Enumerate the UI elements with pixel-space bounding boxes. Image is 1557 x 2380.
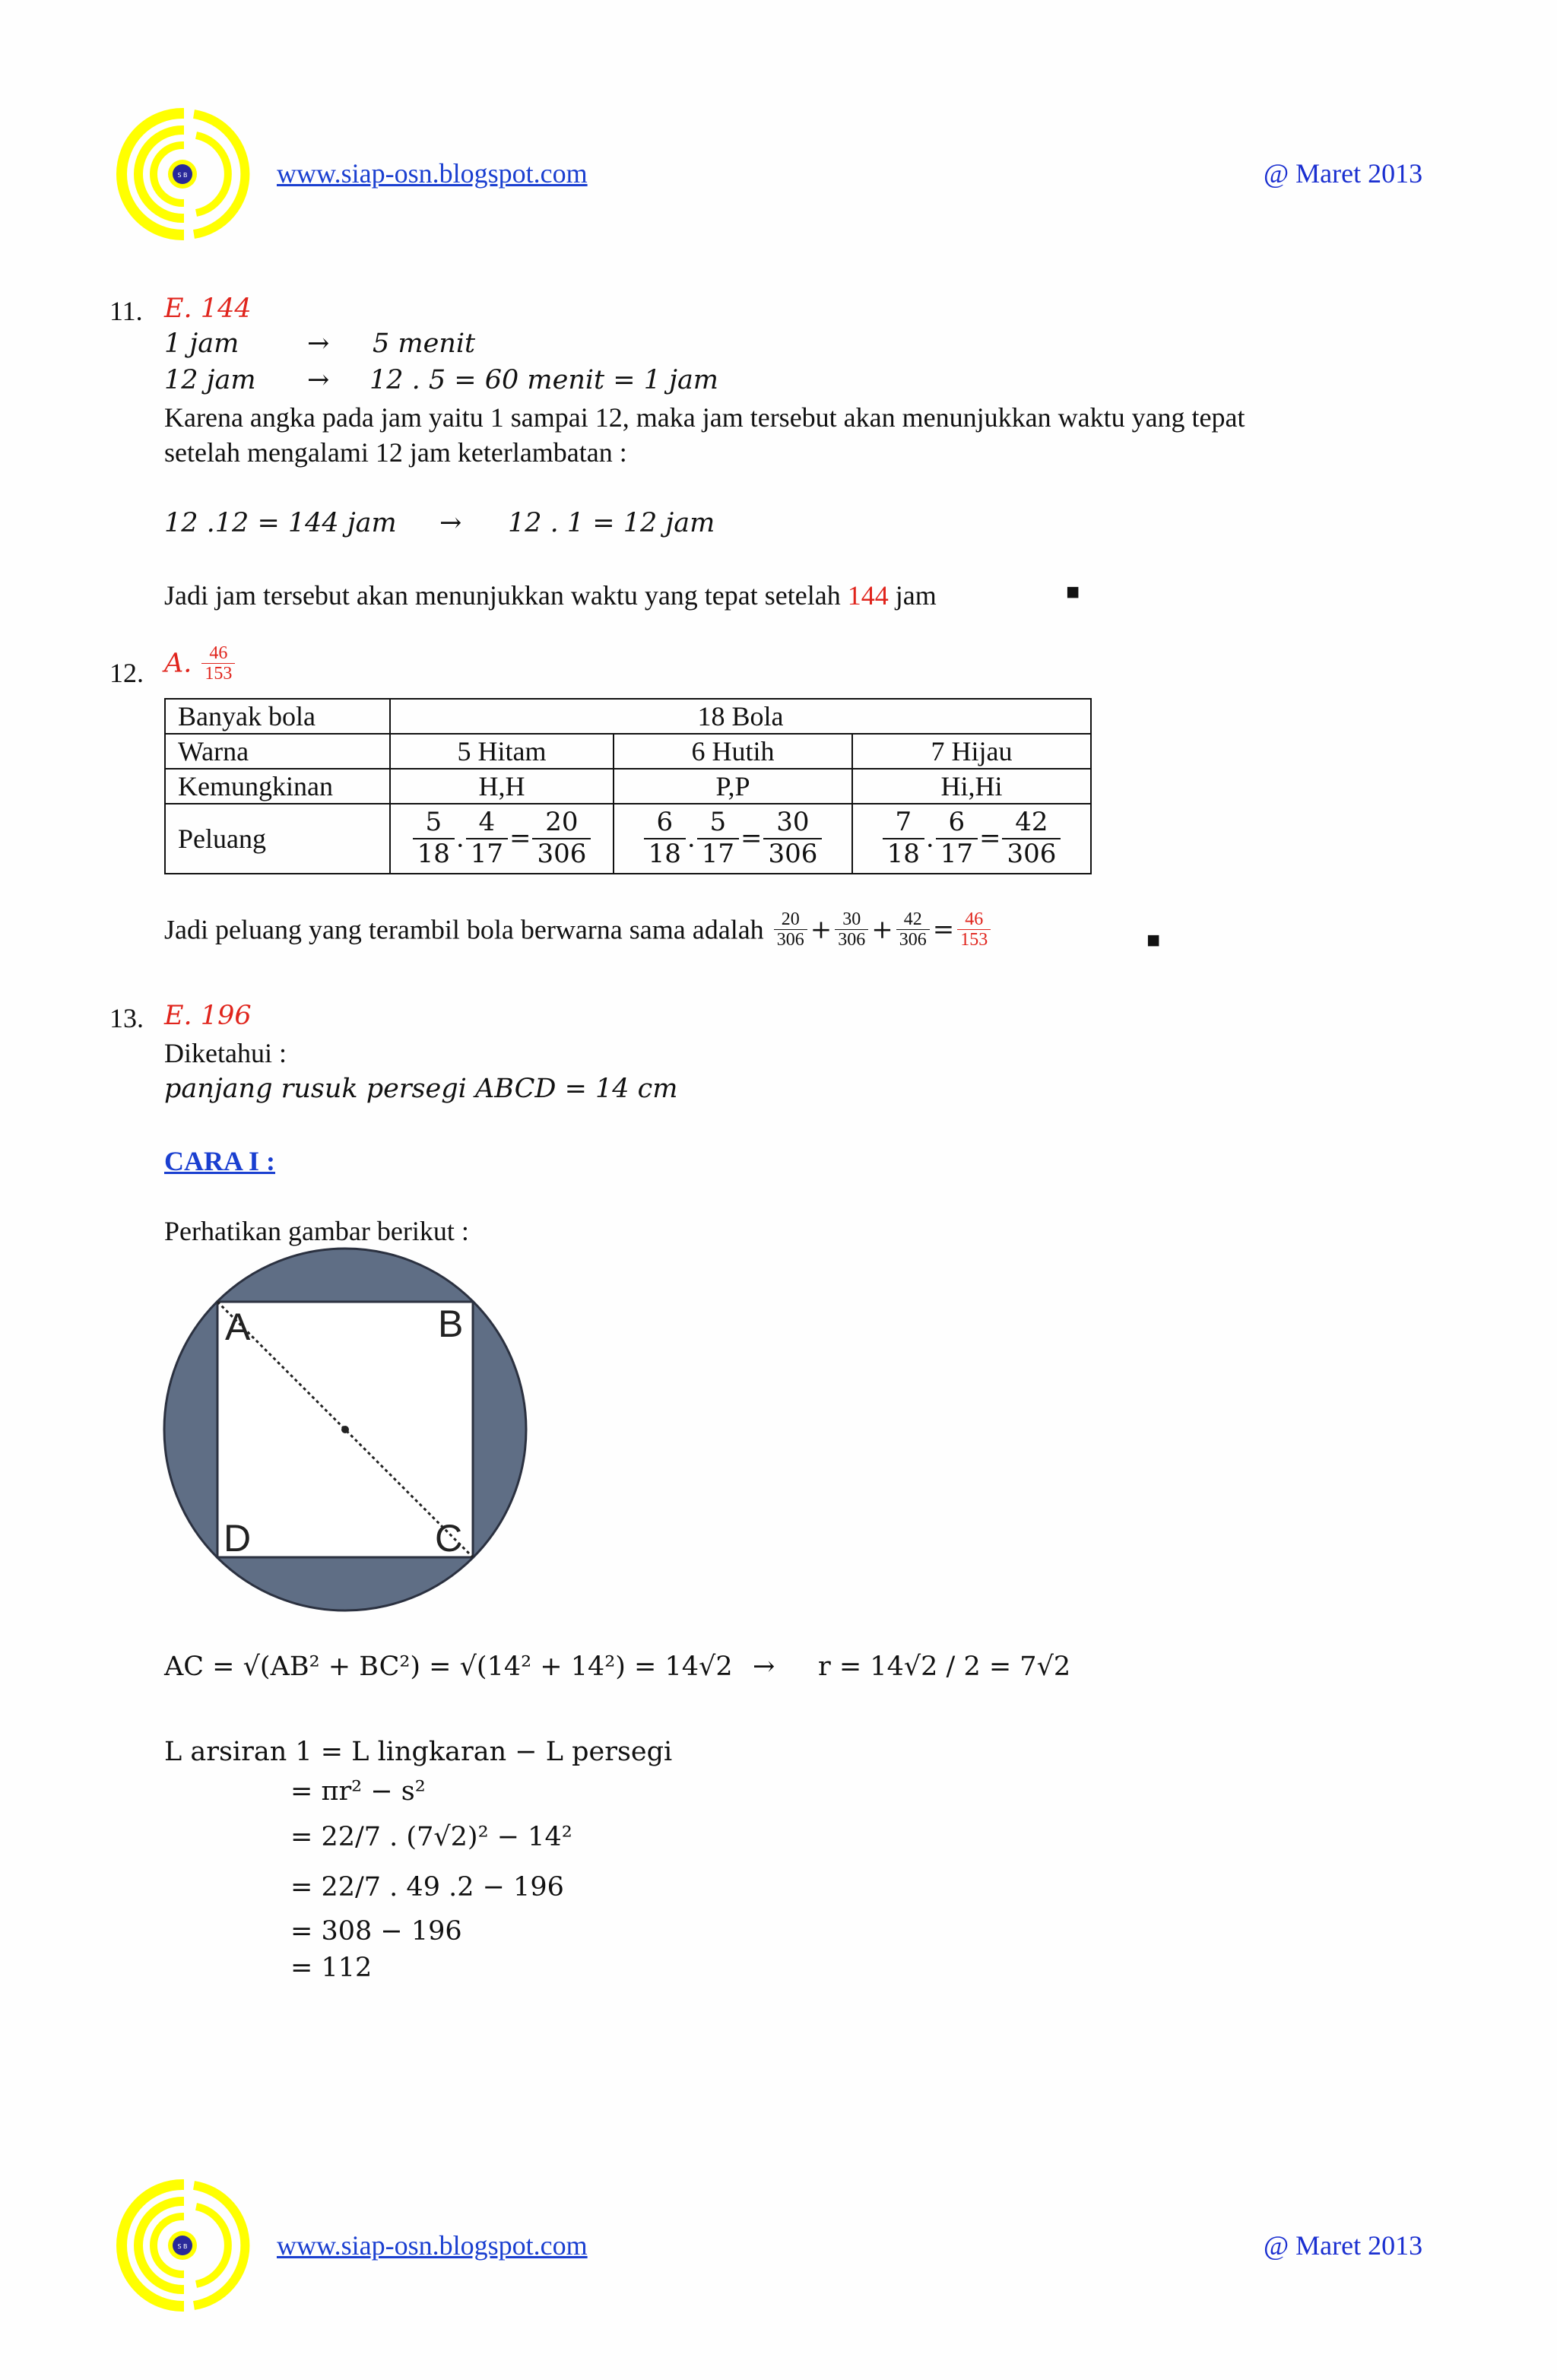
- table-cell: 5 Hitam: [390, 734, 614, 769]
- table-row: [165, 699, 1091, 734]
- q13-diketahui: Diketahui :: [164, 1038, 287, 1068]
- q11-conclusion-unit: jam: [888, 580, 937, 611]
- q11-conclusion-value: 144: [847, 580, 889, 611]
- fraction: [936, 808, 978, 869]
- table-cell: [390, 804, 614, 874]
- q11-conclusion-text: Jadi jam tersebut akan menunjukkan waktu yang tepat setelah: [164, 580, 848, 611]
- fraction-den: 306: [537, 839, 587, 869]
- fraction: [763, 808, 822, 869]
- fraction-num: 42: [896, 909, 930, 930]
- svg-text:S B: S B: [177, 2243, 188, 2250]
- fraction-den: 306: [1007, 839, 1057, 869]
- q12-answer-letter: A.: [164, 648, 192, 679]
- q13-ac-formula: [164, 1652, 733, 1682]
- operator: +: [871, 914, 893, 945]
- arrow-icon: →: [753, 1652, 775, 1682]
- q13-step-1: L arsiran 1 = L lingkaran − L persegi: [164, 1737, 673, 1767]
- q11-conclusion: [164, 579, 937, 611]
- q11-paragraph-line2: setelah mengalami 12 jam keterlambatan :: [164, 437, 627, 468]
- circle-square-diagram: [163, 1247, 528, 1612]
- table-cell-header: Warna: [165, 734, 390, 769]
- table-cell-header: Kemungkinan: [165, 769, 390, 804]
- fraction-num: 20: [774, 909, 807, 930]
- fraction: [697, 808, 739, 869]
- arrow-icon: →: [307, 365, 330, 395]
- table-row: [165, 769, 1091, 804]
- fraction: [1002, 808, 1061, 869]
- q13-r-text: r = 14√2 / 2 = 7√2: [818, 1652, 1071, 1682]
- q12-answer-fraction: [201, 643, 235, 684]
- center-point: [341, 1426, 349, 1433]
- table-cell-header: Banyak bola: [165, 699, 390, 734]
- fraction-den: 306: [838, 930, 866, 950]
- q11-calc-left: 12 .12 = 144 jam: [164, 508, 397, 538]
- fraction: [532, 808, 591, 869]
- vertex-label-a: A: [225, 1306, 251, 1348]
- operator: =: [932, 914, 955, 945]
- q13-r-formula: [818, 1652, 1070, 1682]
- vertex-label-d: D: [224, 1517, 252, 1560]
- table-cell: 7 Hijau: [852, 734, 1091, 769]
- q13-step-4: = 22/7 . 49 .2 − 196: [290, 1872, 564, 1902]
- fraction-num: 20: [532, 808, 591, 839]
- header-url-link[interactable]: www.siap-osn.blogspot.com: [277, 158, 588, 189]
- vertex-label-b: B: [438, 1303, 464, 1345]
- footer-url-link[interactable]: www.siap-osn.blogspot.com: [277, 2230, 588, 2261]
- q11-line1-right: 5 menit: [373, 328, 476, 359]
- q11-paragraph-line1: Karena angka pada jam yaitu 1 sampai 12, maka jam tersebut akan menunjukkan waktu yang tepat: [164, 402, 1245, 433]
- operator: =: [740, 823, 763, 854]
- fraction-num: 46: [957, 909, 991, 930]
- table-cell: P,P: [614, 769, 852, 804]
- table-cell: [852, 804, 1091, 874]
- fraction-den: 17: [940, 839, 973, 869]
- fraction-den: 17: [701, 839, 734, 869]
- table-cell: 18 Bola: [390, 699, 1091, 734]
- operator: =: [509, 823, 531, 854]
- qed-icon: ■: [1066, 579, 1080, 605]
- operator: +: [810, 914, 832, 945]
- fraction: [413, 808, 455, 869]
- q13-step-2: = πr² − s²: [290, 1776, 426, 1807]
- arrow-icon: →: [439, 508, 462, 538]
- fraction: [883, 808, 924, 869]
- footer-date: @ Maret 2013: [1264, 2230, 1423, 2261]
- vertex-label-c: C: [435, 1517, 463, 1560]
- fraction-den: 153: [960, 930, 988, 950]
- q12-answer-den: 153: [205, 664, 233, 684]
- q13-step-3: = 22/7 . (7√2)² − 14²: [290, 1822, 572, 1852]
- q11-calc-right: 12 . 1 = 12 jam: [508, 508, 715, 538]
- q11-line1-left: 1 jam: [164, 328, 239, 359]
- fraction-num: 5: [413, 808, 455, 839]
- table-cell: [614, 804, 852, 874]
- q12-answer: [164, 643, 238, 684]
- q11-answer: E. 144: [164, 294, 252, 324]
- arrow-icon: →: [307, 328, 330, 359]
- table-row: [165, 804, 1091, 874]
- q12-answer-num: 46: [201, 643, 235, 664]
- q11-line2-left: 12 jam: [164, 365, 256, 395]
- q13-step-5: = 308 − 196: [290, 1916, 462, 1947]
- qed-icon: ■: [1146, 928, 1161, 953]
- q12-number: 12.: [109, 658, 144, 688]
- operator: .: [925, 823, 934, 854]
- fraction-num: 6: [644, 808, 686, 839]
- probability-table: [164, 698, 1092, 874]
- logo-icon: [114, 105, 251, 243]
- q11-number: 11.: [109, 296, 143, 326]
- q13-answer: E. 196: [164, 1001, 252, 1031]
- logo-icon: [114, 2176, 251, 2315]
- fraction-num: 30: [835, 909, 868, 930]
- header-date: @ Maret 2013: [1264, 158, 1423, 189]
- fraction-num: 4: [466, 808, 508, 839]
- fraction-num: 6: [936, 808, 978, 839]
- q11-line2-right: 12 . 5 = 60 menit = 1 jam: [369, 365, 718, 395]
- fraction-den: 306: [768, 839, 818, 869]
- fraction-num: 7: [883, 808, 924, 839]
- svg-text:S B: S B: [177, 172, 188, 179]
- fraction-den: 306: [776, 930, 804, 950]
- q13-ac-text: AC = √(AB² + BC²) = √(14² + 14²) = 14√2: [164, 1652, 733, 1682]
- q12-conclusion-text: Jadi peluang yang terambil bola berwarna sama adalah: [164, 914, 764, 945]
- q13-perhatikan: Perhatikan gambar berikut :: [164, 1216, 469, 1246]
- table-cell-header: Peluang: [165, 804, 390, 874]
- q13-given: panjang rusuk persegi ABCD = 14 cm: [164, 1074, 678, 1104]
- fraction-num: 5: [697, 808, 739, 839]
- result-fraction: [957, 909, 991, 950]
- operator: =: [978, 823, 1001, 854]
- operator: .: [687, 823, 696, 854]
- fraction: [835, 909, 868, 950]
- fraction: [774, 909, 807, 950]
- operator: .: [455, 823, 465, 854]
- fraction-den: 306: [899, 930, 927, 950]
- fraction: [466, 808, 508, 869]
- table-cell: Hi,Hi: [852, 769, 1091, 804]
- table-cell: 6 Hutih: [614, 734, 852, 769]
- q12-conclusion: [164, 909, 994, 950]
- q13-cara-heading: CARA I :: [164, 1146, 276, 1176]
- fraction-den: 18: [648, 839, 681, 869]
- table-row: [165, 734, 1091, 769]
- q13-number: 13.: [109, 1003, 144, 1033]
- fraction-num: 42: [1002, 808, 1061, 839]
- fraction: [644, 808, 686, 869]
- fraction-den: 18: [886, 839, 920, 869]
- fraction-num: 30: [763, 808, 822, 839]
- table-cell: H,H: [390, 769, 614, 804]
- fraction: [896, 909, 930, 950]
- fraction-den: 17: [470, 839, 503, 869]
- q13-step-6: = 112: [290, 1953, 373, 1983]
- fraction-den: 18: [417, 839, 450, 869]
